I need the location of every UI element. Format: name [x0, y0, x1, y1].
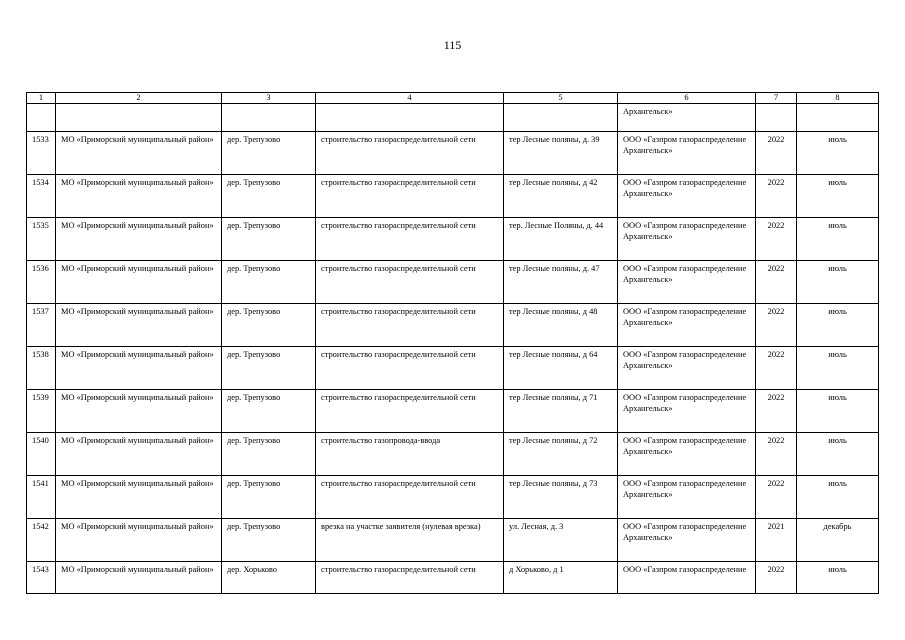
- work-type-cell: строительство газораспределительной сети: [316, 562, 504, 594]
- settlement-cell: дер. Трепузово: [222, 261, 316, 304]
- table-cell: [27, 104, 56, 132]
- work-type-cell: строительство газораспределительной сети: [316, 390, 504, 433]
- month-cell: июль: [797, 261, 879, 304]
- schedule-table: [26, 92, 879, 594]
- row-number-cell: 1537: [27, 304, 56, 347]
- address-cell: ул. Лесная, д. 3: [504, 519, 618, 562]
- district-cell: МО «Приморский муниципальный район»: [56, 175, 222, 218]
- row-number-cell: 1539: [27, 390, 56, 433]
- district-cell: МО «Приморский муниципальный район»: [56, 347, 222, 390]
- district-cell: МО «Приморский муниципальный район»: [56, 476, 222, 519]
- work-type-cell: строительство газораспределительной сети: [316, 175, 504, 218]
- column-number: 2: [56, 93, 222, 104]
- row-number-cell: 1538: [27, 347, 56, 390]
- month-cell: июль: [797, 433, 879, 476]
- organization-cell: ООО «Газпром газораспределение Архангельск»: [618, 261, 756, 304]
- address-cell: тер Лесные поляны, д 42: [504, 175, 618, 218]
- work-type-cell: строительство газораспределительной сети: [316, 304, 504, 347]
- year-cell: 2022: [756, 304, 797, 347]
- page-number: 115: [443, 38, 462, 52]
- column-number: 6: [618, 93, 756, 104]
- row-number-cell: 1535: [27, 218, 56, 261]
- column-number: 4: [316, 93, 504, 104]
- settlement-cell: дер. Трепузово: [222, 218, 316, 261]
- address-cell: тер Лесные поляны, д 48: [504, 304, 618, 347]
- work-type-cell: строительство газораспределительной сети: [316, 218, 504, 261]
- organization-cell: ООО «Газпром газораспределение: [618, 562, 756, 594]
- continuation-row: [27, 104, 879, 132]
- district-cell: МО «Приморский муниципальный район»: [56, 433, 222, 476]
- column-number: 8: [797, 93, 879, 104]
- table-row: [27, 304, 879, 347]
- column-number: 5: [504, 93, 618, 104]
- organization-cell: ООО «Газпром газораспределение Архангельск»: [618, 433, 756, 476]
- year-cell: 2022: [756, 476, 797, 519]
- year-cell: 2022: [756, 218, 797, 261]
- work-type-cell: врезка на участке заявителя (нулевая врезка): [316, 519, 504, 562]
- row-number-cell: 1542: [27, 519, 56, 562]
- organization-cell: ООО «Газпром газораспределение Архангельск»: [618, 304, 756, 347]
- table-row: [27, 433, 879, 476]
- table-cell: [756, 104, 797, 132]
- address-cell: тер Лесные поляны, д. 47: [504, 261, 618, 304]
- work-type-cell: строительство газораспределительной сети: [316, 347, 504, 390]
- table-row: [27, 261, 879, 304]
- address-cell: тер Лесные поляны, д 71: [504, 390, 618, 433]
- row-number-cell: 1536: [27, 261, 56, 304]
- column-number: 7: [756, 93, 797, 104]
- table-row: [27, 175, 879, 218]
- month-cell: июль: [797, 562, 879, 594]
- district-cell: МО «Приморский муниципальный район»: [56, 261, 222, 304]
- settlement-cell: дер. Трепузово: [222, 304, 316, 347]
- address-cell: тер Лесные поляны, д 73: [504, 476, 618, 519]
- settlement-cell: дер. Трепузово: [222, 390, 316, 433]
- organization-cell: ООО «Газпром газораспределение Архангельск»: [618, 347, 756, 390]
- row-number-cell: 1540: [27, 433, 56, 476]
- table-row: [27, 347, 879, 390]
- organization-cell: ООО «Газпром газораспределение Архангельск»: [618, 390, 756, 433]
- organization-cell: ООО «Газпром газораспределение Архангельск»: [618, 519, 756, 562]
- district-cell: МО «Приморский муниципальный район»: [56, 218, 222, 261]
- month-cell: июль: [797, 218, 879, 261]
- table-row: [27, 476, 879, 519]
- district-cell: МО «Приморский муниципальный район»: [56, 390, 222, 433]
- table-row: [27, 218, 879, 261]
- district-cell: МО «Приморский муниципальный район»: [56, 519, 222, 562]
- month-cell: июль: [797, 132, 879, 175]
- table-row: [27, 519, 879, 562]
- organization-cell: ООО «Газпром газораспределение Архангельск»: [618, 218, 756, 261]
- settlement-cell: дер. Трепузово: [222, 175, 316, 218]
- month-cell: июль: [797, 390, 879, 433]
- row-number-cell: 1533: [27, 132, 56, 175]
- column-number: 1: [27, 93, 56, 104]
- district-cell: МО «Приморский муниципальный район»: [56, 304, 222, 347]
- address-cell: тер Лесные поляны, д. 39: [504, 132, 618, 175]
- table-cell: [222, 104, 316, 132]
- row-number-cell: 1541: [27, 476, 56, 519]
- address-cell: тер Лесные поляны, д 72: [504, 433, 618, 476]
- work-type-cell: строительство газопровода-ввода: [316, 433, 504, 476]
- settlement-cell: дер. Трепузово: [222, 132, 316, 175]
- work-type-cell: строительство газораспределительной сети: [316, 132, 504, 175]
- year-cell: 2022: [756, 562, 797, 594]
- table-body: [27, 93, 879, 594]
- district-cell: МО «Приморский муниципальный район»: [56, 562, 222, 594]
- year-cell: 2021: [756, 519, 797, 562]
- row-number-cell: 1534: [27, 175, 56, 218]
- year-cell: 2022: [756, 261, 797, 304]
- month-cell: июль: [797, 304, 879, 347]
- table-cell: [504, 104, 618, 132]
- table-cell: [56, 104, 222, 132]
- table-cell: [797, 104, 879, 132]
- year-cell: 2022: [756, 175, 797, 218]
- month-cell: декабрь: [797, 519, 879, 562]
- settlement-cell: дер. Трепузово: [222, 433, 316, 476]
- settlement-cell: дер. Трепузово: [222, 476, 316, 519]
- work-type-cell: строительство газораспределительной сети: [316, 261, 504, 304]
- organization-cell: ООО «Газпром газораспределение Архангельск»: [618, 175, 756, 218]
- settlement-cell: дер. Хорьково: [222, 562, 316, 594]
- column-number: 3: [222, 93, 316, 104]
- column-number-row: [27, 93, 879, 104]
- address-cell: тер. Лесные Поляны, д. 44: [504, 218, 618, 261]
- organization-cell: ООО «Газпром газораспределение Архангельск»: [618, 132, 756, 175]
- organization-cell: ООО «Газпром газораспределение Архангельск»: [618, 476, 756, 519]
- month-cell: июль: [797, 175, 879, 218]
- settlement-cell: дер. Трепузово: [222, 347, 316, 390]
- table-cell: Архангельск»: [618, 104, 756, 132]
- district-cell: МО «Приморский муниципальный район»: [56, 132, 222, 175]
- month-cell: июль: [797, 347, 879, 390]
- address-cell: тер Лесные поляны, д 64: [504, 347, 618, 390]
- year-cell: 2022: [756, 390, 797, 433]
- address-cell: д Хорьково, д 1: [504, 562, 618, 594]
- year-cell: 2022: [756, 433, 797, 476]
- settlement-cell: дер. Трепузово: [222, 519, 316, 562]
- row-number-cell: 1543: [27, 562, 56, 594]
- table-row: [27, 562, 879, 594]
- table-row: [27, 390, 879, 433]
- year-cell: 2022: [756, 132, 797, 175]
- work-type-cell: строительство газораспределительной сети: [316, 476, 504, 519]
- year-cell: 2022: [756, 347, 797, 390]
- table-row: [27, 132, 879, 175]
- table-cell: [316, 104, 504, 132]
- month-cell: июль: [797, 476, 879, 519]
